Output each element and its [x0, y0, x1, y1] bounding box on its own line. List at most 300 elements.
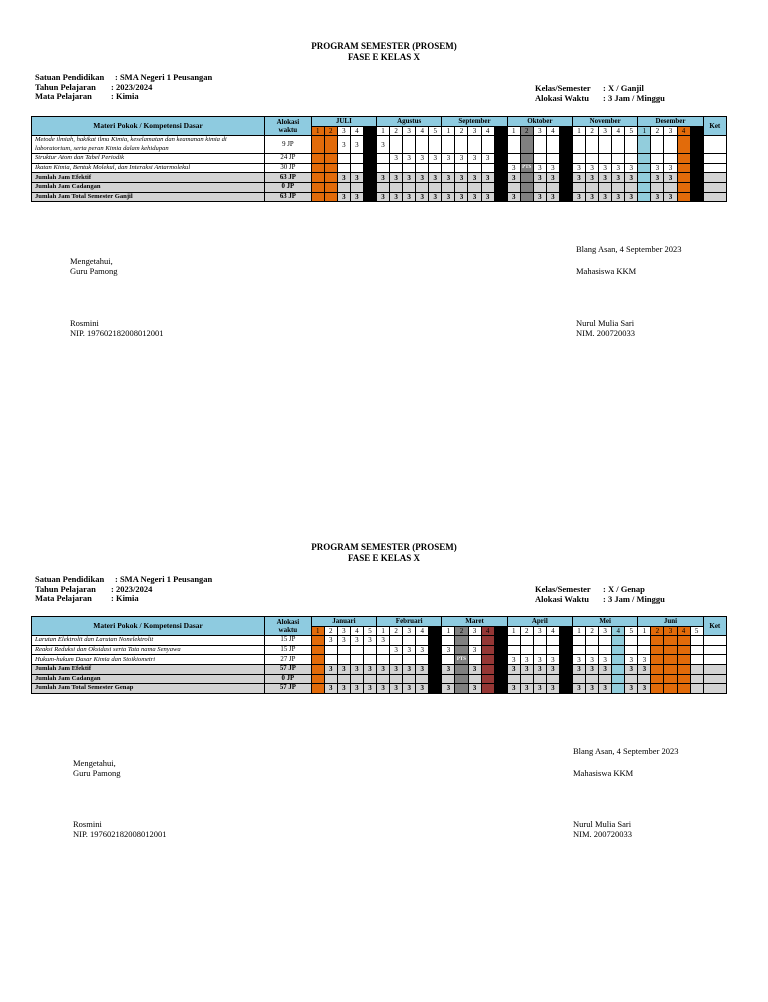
- schedule-cell: 3: [324, 664, 337, 674]
- schedule-cell: 3: [546, 173, 559, 183]
- schedule-cell: [625, 645, 638, 655]
- schedule-cell: [638, 136, 651, 154]
- schedule-cell: [363, 173, 376, 183]
- week-number: 1: [442, 126, 455, 136]
- doc-subtitle: FASE E KELAS X: [347, 553, 421, 563]
- week-number: 1: [442, 626, 455, 636]
- schedule-cell: [337, 655, 350, 665]
- schedule-cell: [559, 182, 572, 192]
- schedule-cell: [311, 182, 324, 192]
- week-number: 5: [363, 126, 376, 136]
- week-number: 4: [350, 126, 363, 136]
- schedule-cell: [311, 136, 324, 154]
- info-label: Satuan Pendidikan: [35, 72, 105, 82]
- week-number: 2: [651, 126, 664, 136]
- week-number: 3: [533, 126, 546, 136]
- schedule-cell: [586, 645, 599, 655]
- schedule-cell: [651, 182, 664, 192]
- schedule-cell: [324, 655, 337, 665]
- schedule-cell: 3: [455, 173, 468, 183]
- schedule-cell: [416, 182, 429, 192]
- week-number: 1: [573, 126, 586, 136]
- schedule-cell: 3: [586, 664, 599, 674]
- schedule-cell: 3: [468, 173, 481, 183]
- schedule-cell: 3: [337, 664, 350, 674]
- schedule-cell: [664, 182, 677, 192]
- schedule-cell: 3: [337, 136, 350, 154]
- info-value: : X / Ganjil: [603, 83, 644, 93]
- schedule-cell: [612, 136, 625, 154]
- schedule-cell: 3: [586, 192, 599, 202]
- schedule-cell: [481, 182, 494, 192]
- schedule-cell: 3: [429, 192, 442, 202]
- schedule-cell: 3: [403, 154, 416, 164]
- schedule-cell: [625, 636, 638, 646]
- schedule-cell: [455, 182, 468, 192]
- schedule-cell: 3: [638, 684, 651, 694]
- materi-name: Metode ilmiah, hakikat ilmu Kimia, keselamatan dan keamanan kimia di laboratorium, serta peran Kimia dalam kehidupan: [32, 136, 265, 154]
- schedule-cell: [651, 136, 664, 154]
- info-value: : 2023/2024: [111, 81, 153, 92]
- schedule-cell: [559, 645, 572, 655]
- schedule-cell: 3: [599, 192, 612, 202]
- schedule-cell: [520, 163, 533, 173]
- schedule-cell: [481, 655, 494, 665]
- summary-label: Jumlah Jam Efektif: [32, 173, 265, 183]
- schedule-cell: [664, 655, 677, 665]
- schedule-cell: [638, 636, 651, 646]
- schedule-cell: 3: [390, 192, 403, 202]
- schedule-cell: [377, 182, 390, 192]
- schedule-cell: 3: [363, 684, 376, 694]
- schedule-cell: [403, 636, 416, 646]
- schedule-cell: 3: [377, 636, 390, 646]
- schedule-cell: [690, 173, 703, 183]
- week-number: 5: [559, 626, 572, 636]
- schedule-cell: [337, 645, 350, 655]
- schedule-cell: [651, 636, 664, 646]
- schedule-cell: [494, 684, 507, 694]
- schedule-cell: [612, 684, 625, 694]
- week-number: 4: [416, 126, 429, 136]
- schedule-cell: [468, 655, 481, 665]
- sign-left-id: NIP. 197602182008012001: [70, 328, 164, 338]
- schedule-cell: [455, 674, 468, 684]
- schedule-cell: [651, 664, 664, 674]
- schedule-cell: [507, 645, 520, 655]
- schedule-cell: 3: [651, 173, 664, 183]
- schedule-cell: [481, 674, 494, 684]
- jp-value: 63 JP: [265, 192, 312, 202]
- schedule-cell: 3: [612, 163, 625, 173]
- schedule-cell: [612, 655, 625, 665]
- schedule-cell: [573, 154, 586, 164]
- header-alokasi-line: waktu: [278, 626, 298, 635]
- schedule-cell: [311, 655, 324, 665]
- schedule-cell: 3: [403, 192, 416, 202]
- schedule-cell: [573, 645, 586, 655]
- place-date: Blang Asan, 4 September 2023: [576, 244, 682, 254]
- week-number: 2: [520, 626, 533, 636]
- schedule-cell: 3: [442, 684, 455, 694]
- schedule-cell: [559, 192, 572, 202]
- info-label: Alokasi Waktu: [535, 593, 589, 604]
- jp-value: 57 JP: [265, 684, 312, 694]
- schedule-cell: 3: [403, 664, 416, 674]
- schedule-cell: 3: [468, 154, 481, 164]
- week-number: 1: [573, 626, 586, 636]
- week-number: 5: [690, 626, 703, 636]
- schedule-cell: 3: [586, 173, 599, 183]
- schedule-cell: 3: [337, 173, 350, 183]
- schedule-cell: [324, 136, 337, 154]
- schedule-cell: 3: [599, 684, 612, 694]
- schedule-cell: 3: [429, 173, 442, 183]
- schedule-cell: 3: [625, 664, 638, 674]
- schedule-cell: [651, 154, 664, 164]
- schedule-cell: [677, 136, 690, 154]
- month-header: April: [507, 617, 572, 627]
- schedule-cell: 3: [363, 636, 376, 646]
- ket-cell: [703, 674, 726, 684]
- schedule-cell: 3: [442, 192, 455, 202]
- schedule-cell: 3: [573, 664, 586, 674]
- schedule-cell: [520, 674, 533, 684]
- schedule-cell: 3: [599, 163, 612, 173]
- schedule-cell: 3: [429, 154, 442, 164]
- info-label: Mata Pelajaran: [35, 593, 92, 603]
- ket-cell: [703, 664, 726, 674]
- schedule-cell: [546, 645, 559, 655]
- schedule-cell: [677, 192, 690, 202]
- schedule-cell: 3: [533, 684, 546, 694]
- schedule-cell: [559, 154, 572, 164]
- schedule-cell: [455, 664, 468, 674]
- schedule-cell: 3: [481, 192, 494, 202]
- week-number: 2: [586, 626, 599, 636]
- header-materi: Materi Pokok / Kompetensi Dasar: [32, 117, 265, 136]
- jp-value: 0 JP: [265, 182, 312, 192]
- schedule-cell: [494, 163, 507, 173]
- schedule-cell: [559, 173, 572, 183]
- schedule-cell: [429, 136, 442, 154]
- summary-label: Jumlah Jam Efektif: [32, 664, 265, 674]
- schedule-cell: [599, 136, 612, 154]
- schedule-cell: [429, 664, 442, 674]
- schedule-cell: 3: [442, 645, 455, 655]
- schedule-cell: [520, 636, 533, 646]
- month-header: Mei: [573, 617, 638, 627]
- schedule-cell: [533, 674, 546, 684]
- schedule-cell: [481, 684, 494, 694]
- schedule-cell: [481, 163, 494, 173]
- schedule-cell: [377, 154, 390, 164]
- week-number: 4: [612, 126, 625, 136]
- schedule-cell: [377, 674, 390, 684]
- schedule-cell: 3: [416, 192, 429, 202]
- ket-cell: [703, 684, 726, 694]
- schedule-cell: [442, 674, 455, 684]
- schedule-cell: 3: [625, 163, 638, 173]
- schedule-cell: 3: [377, 664, 390, 674]
- schedule-cell: [677, 154, 690, 164]
- schedule-cell: [363, 182, 376, 192]
- sign-right-name: Nurul Mulia Sari: [573, 819, 632, 829]
- schedule-cell: 3: [546, 192, 559, 202]
- schedule-cell: [612, 154, 625, 164]
- ket-cell: [703, 182, 726, 192]
- schedule-cell: 3: [468, 645, 481, 655]
- schedule-cell: 3: [507, 655, 520, 665]
- schedule-cell: 3: [416, 645, 429, 655]
- week-number: 5: [494, 126, 507, 136]
- schedule-cell: [363, 674, 376, 684]
- schedule-cell: [520, 645, 533, 655]
- schedule-cell: [690, 154, 703, 164]
- schedule-cell: [520, 182, 533, 192]
- materi-name: Reaksi Reduksi dan Oksidasi serta Tata nama Senyawa: [32, 645, 265, 655]
- schedule-cell: 3: [586, 655, 599, 665]
- info-right: [535, 84, 665, 103]
- summary-label: Jumlah Jam Total Semester Ganjil: [32, 192, 265, 202]
- schedule-cell: [546, 182, 559, 192]
- schedule-cell: [455, 136, 468, 154]
- week-number: 2: [324, 626, 337, 636]
- ket-cell: [703, 636, 726, 646]
- schedule-cell: 3: [625, 173, 638, 183]
- schedule-cell: [363, 192, 376, 202]
- ket-cell: [703, 154, 726, 164]
- month-header: Februari: [377, 617, 442, 627]
- schedule-cell: [416, 636, 429, 646]
- schedule-cell: 3: [507, 664, 520, 674]
- info-label: Tahun Pelajaran: [35, 583, 96, 594]
- jp-value: 15 JP: [265, 645, 312, 655]
- schedule-cell: [625, 136, 638, 154]
- schedule-cell: 3: [337, 192, 350, 202]
- schedule-cell: 3: [455, 154, 468, 164]
- schedule-cell: [573, 674, 586, 684]
- schedule-cell: [363, 154, 376, 164]
- schedule-cell: [468, 182, 481, 192]
- info-right: [535, 585, 665, 604]
- sign-right-id: NIM. 200720033: [576, 328, 636, 338]
- schedule-cell: 3: [533, 163, 546, 173]
- month-header: Maret: [442, 617, 507, 627]
- schedule-cell: 3: [599, 655, 612, 665]
- schedule-cell: [507, 182, 520, 192]
- info-label: Alokasi Waktu: [535, 92, 589, 103]
- week-number: 5: [625, 126, 638, 136]
- schedule-cell: [638, 154, 651, 164]
- schedule-cell: 3: [651, 192, 664, 202]
- week-number: 3: [599, 626, 612, 636]
- schedule-cell: [350, 182, 363, 192]
- schedule-cell: 3: [546, 684, 559, 694]
- week-number: 2: [520, 126, 533, 136]
- header-ket: Ket: [703, 117, 726, 136]
- week-number: 5: [429, 126, 442, 136]
- schedule-cell: [363, 136, 376, 154]
- schedule-cell: [507, 674, 520, 684]
- info-value: : Kimia: [111, 91, 139, 101]
- schedule-cell: 3: [520, 684, 533, 694]
- schedule-cell: [311, 674, 324, 684]
- week-number: 1: [507, 126, 520, 136]
- schedule-cell: [468, 136, 481, 154]
- info-label: Kelas/Semester: [535, 83, 591, 93]
- schedule-cell: [377, 163, 390, 173]
- week-number: 1: [377, 126, 390, 136]
- prosem-ganjil: [0, 0, 768, 460]
- doc-subtitle: FASE E KELAS X: [347, 52, 421, 62]
- schedule-cell: [677, 684, 690, 694]
- doc-title: PROGRAM SEMESTER (PROSEM): [311, 41, 457, 51]
- week-number: 4: [546, 126, 559, 136]
- week-number: 3: [403, 126, 416, 136]
- schedule-cell: [586, 154, 599, 164]
- schedule-cell: [651, 655, 664, 665]
- schedule-cell: [520, 154, 533, 164]
- schedule-cell: [559, 163, 572, 173]
- schedule-cell: [442, 636, 455, 646]
- jp-value: 57 JP: [265, 664, 312, 674]
- week-number: 4: [481, 626, 494, 636]
- schedule-cell: [311, 645, 324, 655]
- summary-label: Jumlah Jam Total Semester Genap: [32, 684, 265, 694]
- schedule-cell: [455, 163, 468, 173]
- schedule-cell: [677, 664, 690, 674]
- schedule-cell: 3: [324, 636, 337, 646]
- schedule-cell: [481, 664, 494, 674]
- schedule-cell: 3: [442, 664, 455, 674]
- schedule-cell: [690, 674, 703, 684]
- info-left: [35, 73, 212, 102]
- schedule-cell: [350, 674, 363, 684]
- schedule-cell: [363, 645, 376, 655]
- month-header: JULI: [311, 117, 376, 127]
- header-alokasi-line: Alokasi: [276, 618, 300, 627]
- jp-value: 0 JP: [265, 674, 312, 684]
- schedule-cell: [455, 655, 468, 665]
- schedule-cell: [442, 182, 455, 192]
- week-number: 2: [586, 126, 599, 136]
- schedule-cell: [403, 163, 416, 173]
- jp-value: 24 JP: [265, 154, 312, 164]
- schedule-cell: [586, 182, 599, 192]
- schedule-cell: [311, 173, 324, 183]
- schedule-cell: [651, 674, 664, 684]
- schedule-cell: 3: [416, 684, 429, 694]
- schedule-cell: [416, 136, 429, 154]
- schedule-cell: [494, 645, 507, 655]
- prosem-table: [31, 116, 727, 202]
- schedule-cell: [429, 655, 442, 665]
- schedule-cell: [403, 674, 416, 684]
- schedule-cell: [677, 645, 690, 655]
- schedule-cell: 3: [573, 192, 586, 202]
- sign-left-greeting: Mengetahui,: [73, 758, 116, 768]
- schedule-cell: [690, 636, 703, 646]
- week-number: 3: [337, 626, 350, 636]
- week-number: 1: [377, 626, 390, 636]
- schedule-cell: [546, 636, 559, 646]
- schedule-cell: [377, 645, 390, 655]
- schedule-cell: [690, 192, 703, 202]
- info-label: Kelas/Semester: [535, 584, 591, 594]
- schedule-cell: 3: [586, 163, 599, 173]
- schedule-cell: 3: [363, 664, 376, 674]
- info-label: Mata Pelajaran: [35, 91, 92, 101]
- sign-right-title: Mahasiswa KKM: [576, 266, 637, 276]
- schedule-cell: 3: [546, 655, 559, 665]
- schedule-cell: [324, 163, 337, 173]
- schedule-cell: [324, 192, 337, 202]
- week-number: 4: [677, 126, 690, 136]
- month-header: Oktober: [507, 117, 572, 127]
- sign-left-name: Rosmini: [73, 819, 102, 829]
- schedule-cell: [494, 655, 507, 665]
- info-value: : 3 Jam / Minggu: [603, 92, 665, 103]
- schedule-cell: [690, 136, 703, 154]
- week-number: 3: [468, 126, 481, 136]
- schedule-cell: 3: [390, 173, 403, 183]
- info-label: Satuan Pendidikan: [35, 574, 105, 584]
- schedule-cell: [494, 192, 507, 202]
- schedule-cell: [625, 182, 638, 192]
- schedule-cell: 3: [520, 655, 533, 665]
- schedule-cell: [377, 655, 390, 665]
- schedule-cell: [468, 163, 481, 173]
- schedule-cell: 3: [507, 173, 520, 183]
- schedule-cell: [494, 182, 507, 192]
- schedule-cell: [586, 674, 599, 684]
- schedule-cell: [573, 136, 586, 154]
- schedule-cell: [363, 655, 376, 665]
- schedule-cell: [599, 674, 612, 684]
- week-number: 3: [337, 126, 350, 136]
- header-alokasi-line: Alokasi: [276, 118, 300, 127]
- schedule-cell: [690, 163, 703, 173]
- schedule-cell: [507, 154, 520, 164]
- schedule-cell: [559, 636, 572, 646]
- schedule-cell: [324, 154, 337, 164]
- month-header: Juni: [638, 617, 703, 627]
- schedule-cell: [638, 163, 651, 173]
- week-number: 4: [612, 626, 625, 636]
- info-left: [35, 575, 212, 604]
- schedule-cell: [311, 636, 324, 646]
- schedule-cell: 3: [546, 163, 559, 173]
- schedule-cell: 3: [455, 192, 468, 202]
- schedule-cell: [442, 163, 455, 173]
- week-number: 3: [664, 126, 677, 136]
- schedule-cell: [690, 684, 703, 694]
- schedule-cell: 3: [350, 636, 363, 646]
- week-number: 2: [324, 126, 337, 136]
- week-number: 5: [690, 126, 703, 136]
- week-number: 2: [455, 126, 468, 136]
- schedule-cell: 3: [651, 163, 664, 173]
- materi-name: Larutan Elektrolit dan Larutan Nonelektrolit: [32, 636, 265, 646]
- schedule-cell: 3: [403, 684, 416, 694]
- week-number: 4: [350, 626, 363, 636]
- schedule-cell: 3: [599, 173, 612, 183]
- schedule-cell: [442, 136, 455, 154]
- prosem-genap: [0, 501, 768, 961]
- doc-title: PROGRAM SEMESTER (PROSEM): [311, 542, 457, 552]
- schedule-cell: [612, 674, 625, 684]
